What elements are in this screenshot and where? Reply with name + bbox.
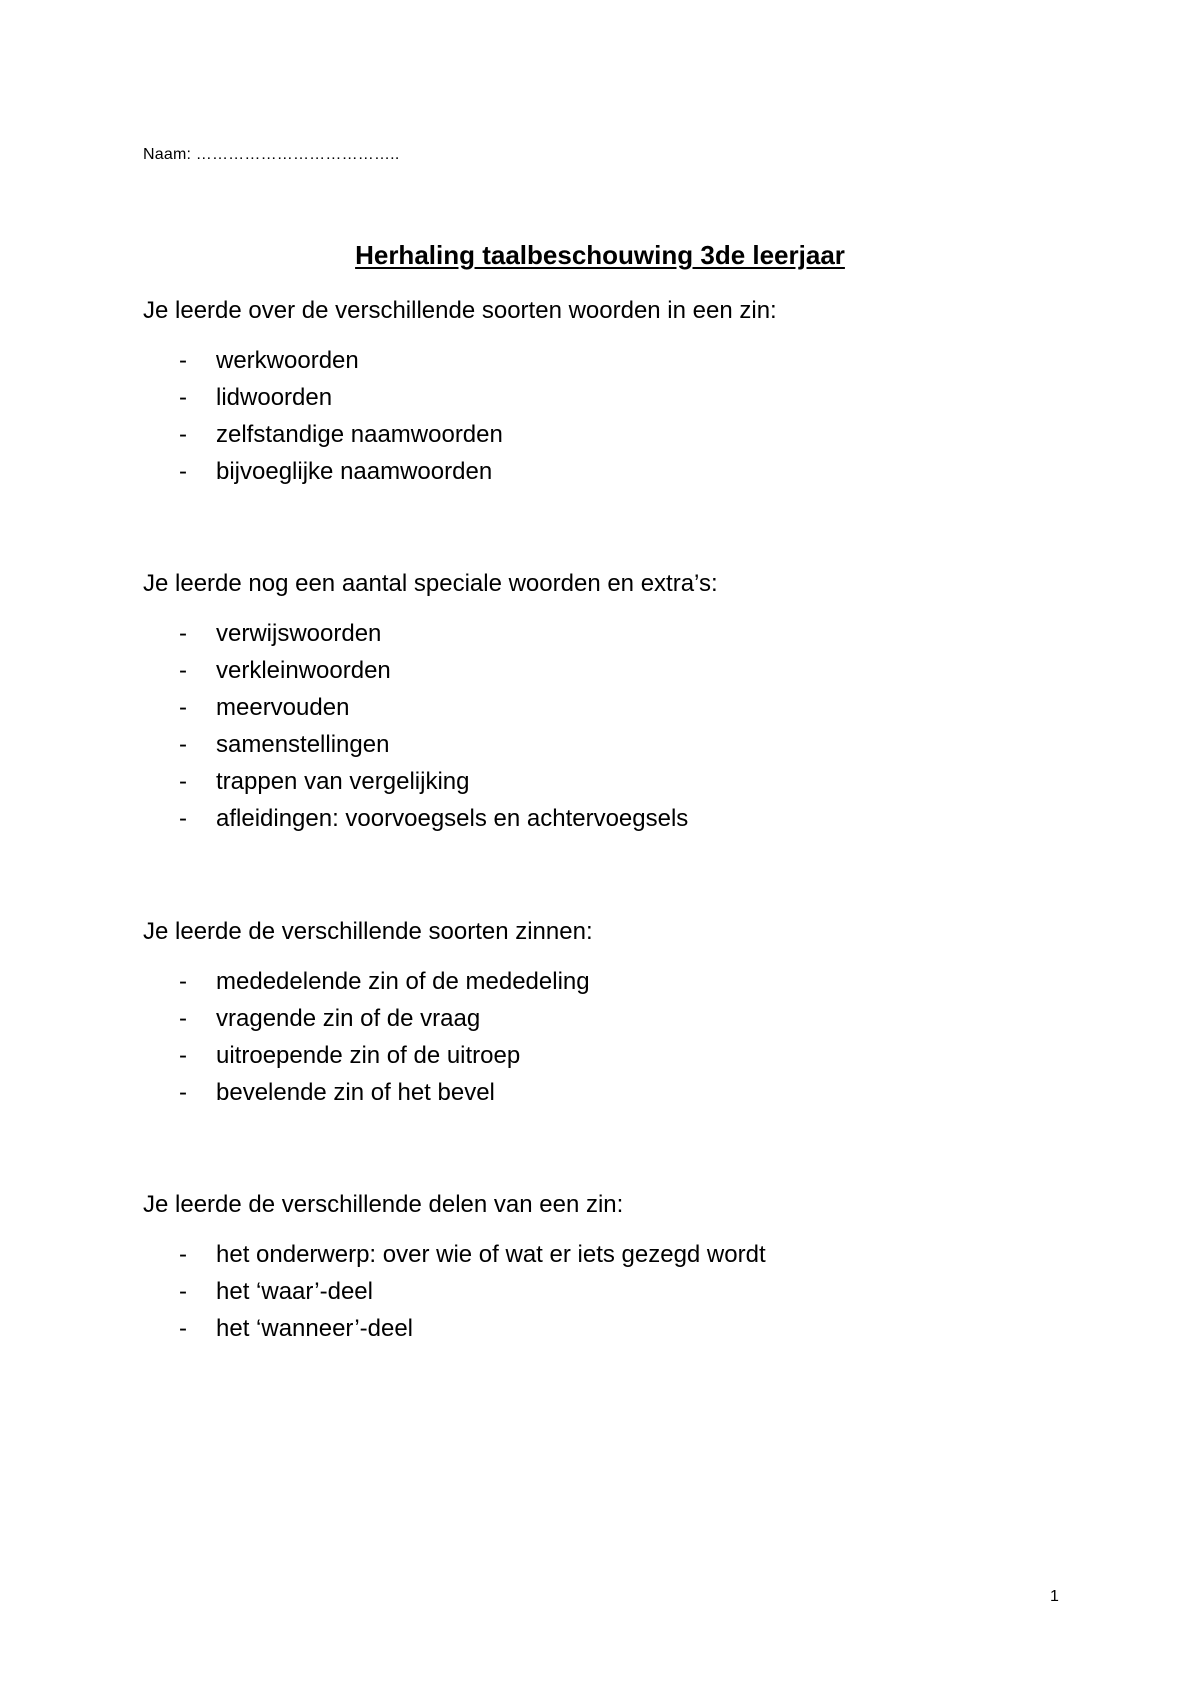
bullet-list — [143, 342, 1123, 490]
dash-bullet: - — [179, 694, 187, 721]
dash-bullet: - — [179, 657, 187, 684]
section-word-types — [143, 296, 1123, 490]
dash-bullet: - — [179, 458, 187, 485]
list-item — [143, 416, 1123, 453]
list-item — [143, 1310, 1123, 1347]
list-item-text: het onderwerp: over wie of wat er iets gezegd wordt — [216, 1241, 766, 1268]
list-item-text: werkwoorden — [216, 347, 359, 374]
list-item-text: afleidingen: voorvoegsels en achtervoegsels — [216, 805, 689, 832]
bullet-list — [143, 963, 1123, 1111]
page-title: Herhaling taalbeschouwing 3de leerjaar — [355, 240, 845, 270]
dash-bullet: - — [179, 1079, 187, 1106]
list-item-text: het ‘waar’-deel — [216, 1278, 373, 1305]
list-item-text: samenstellingen — [216, 731, 390, 758]
dash-bullet: - — [179, 1278, 187, 1305]
dash-bullet: - — [179, 768, 187, 795]
dash-bullet: - — [179, 968, 187, 995]
dash-bullet: - — [179, 620, 187, 647]
list-item-text: bevelende zin of het bevel — [216, 1079, 495, 1106]
section-intro: Je leerde de verschillende soorten zinnen: — [143, 918, 593, 945]
list-item — [143, 652, 1123, 689]
list-item-text: uitroepende zin of de uitroep — [216, 1042, 521, 1069]
section-special-words — [143, 569, 1123, 837]
list-item-text: verkleinwoorden — [216, 657, 391, 684]
list-item-text: vragende zin of de vraag — [216, 1005, 481, 1032]
section-intro: Je leerde nog een aantal speciale woorden en extra’s: — [143, 570, 718, 597]
list-item — [143, 763, 1123, 800]
bullet-list — [143, 615, 1123, 837]
section-intro: Je leerde de verschillende delen van een zin: — [143, 1191, 624, 1218]
dash-bullet: - — [179, 347, 187, 374]
dash-bullet: - — [179, 1005, 187, 1032]
list-item — [143, 1074, 1123, 1111]
list-item — [143, 726, 1123, 763]
list-item — [143, 1273, 1123, 1310]
list-item-text: trappen van vergelijking — [216, 768, 470, 795]
bullet-list — [143, 1236, 1123, 1347]
section-sentence-types — [143, 917, 1123, 1111]
list-item — [143, 379, 1123, 416]
dash-bullet: - — [179, 1042, 187, 1069]
list-item-text: bijvoeglijke naamwoorden — [216, 458, 493, 485]
dash-bullet: - — [179, 421, 187, 448]
list-item-text: zelfstandige naamwoorden — [216, 421, 503, 448]
list-item — [143, 689, 1123, 726]
dash-bullet: - — [179, 1315, 187, 1342]
list-item — [143, 963, 1123, 1000]
section-intro: Je leerde over de verschillende soorten woorden in een zin: — [143, 297, 777, 324]
dash-bullet: - — [179, 731, 187, 758]
list-item — [143, 453, 1123, 490]
dash-bullet: - — [179, 384, 187, 411]
list-item — [143, 1037, 1123, 1074]
name-field-label: Naam: ……………………………….. — [143, 146, 400, 163]
list-item-text: lidwoorden — [216, 384, 333, 411]
dash-bullet: - — [179, 1241, 187, 1268]
dash-bullet: - — [179, 805, 187, 832]
list-item-text: meervouden — [216, 694, 350, 721]
list-item — [143, 1236, 1123, 1273]
list-item — [143, 615, 1123, 652]
list-item-text: verwijswoorden — [216, 620, 382, 647]
page-number: 1 — [1050, 1588, 1059, 1605]
list-item-text: mededelende zin of de mededeling — [216, 968, 590, 995]
list-item-text: het ‘wanneer’-deel — [216, 1315, 414, 1342]
section-sentence-parts — [143, 1190, 1123, 1347]
list-item — [143, 800, 1123, 837]
list-item — [143, 342, 1123, 379]
list-item — [143, 1000, 1123, 1037]
